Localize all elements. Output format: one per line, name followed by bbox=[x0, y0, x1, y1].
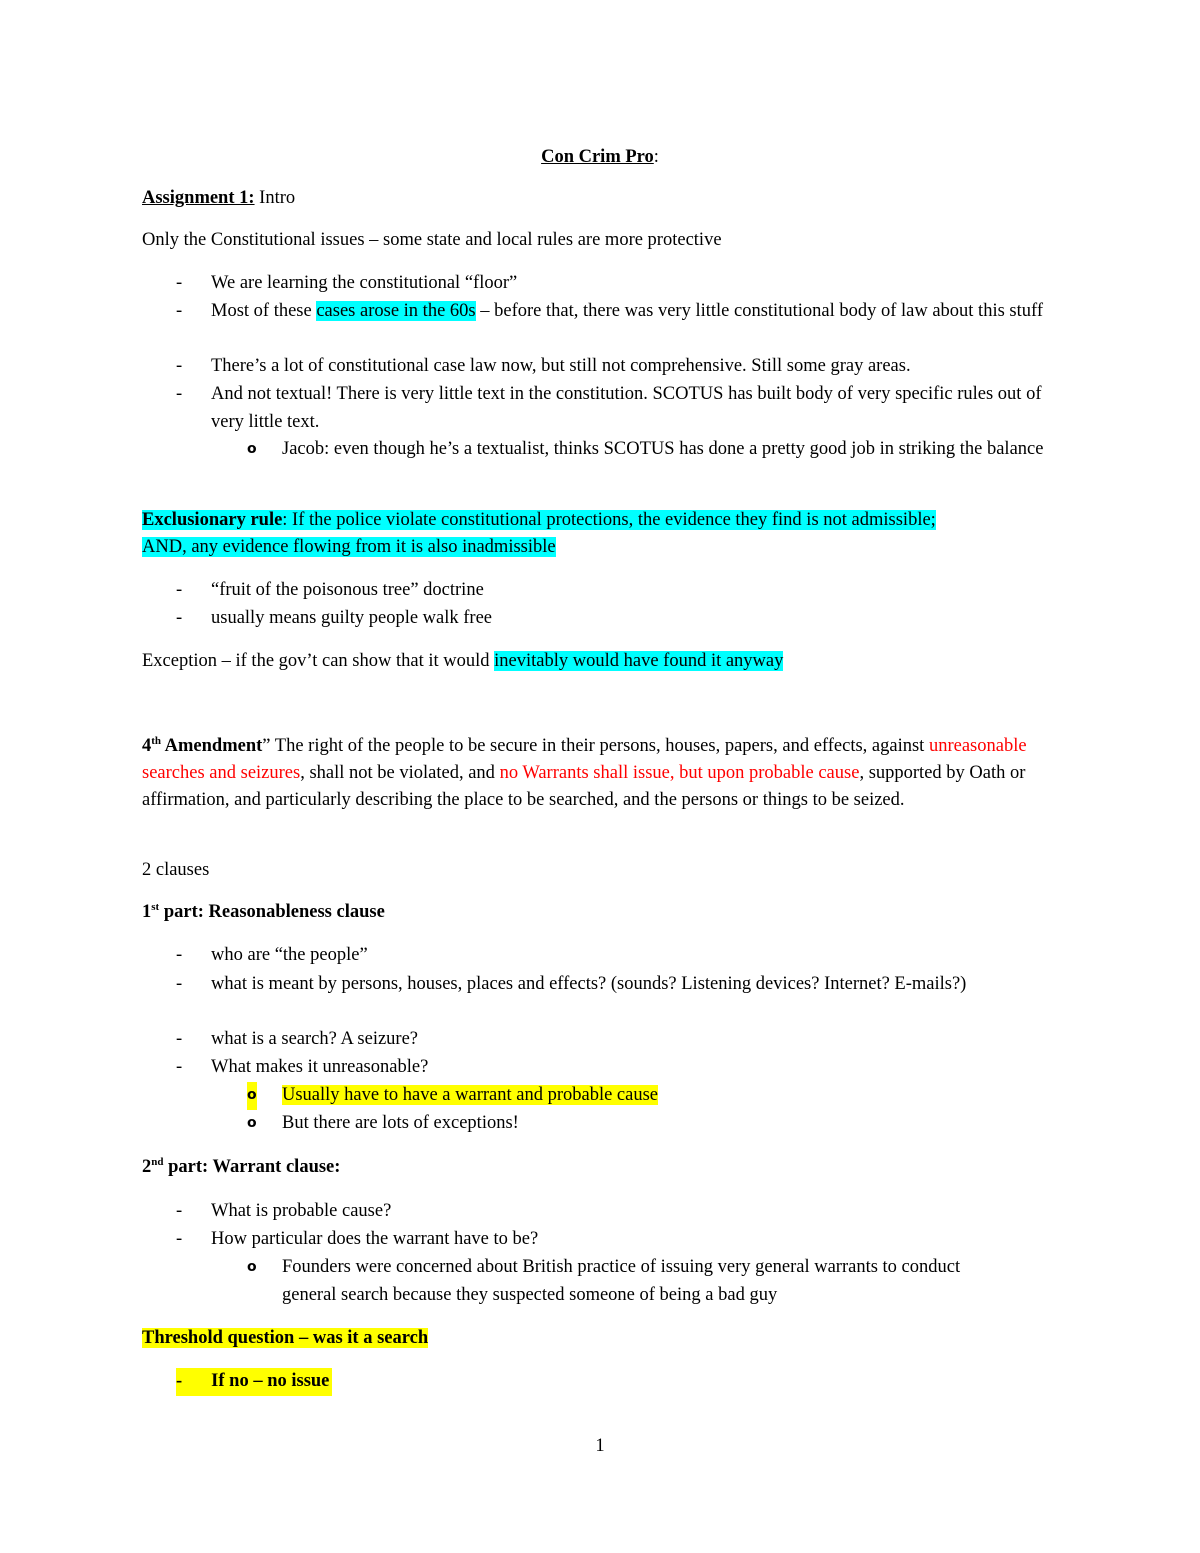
list-item: - who are “the people” bbox=[176, 945, 368, 965]
list-item: - what is a search? A seizure? bbox=[176, 1029, 419, 1049]
document-title: Con Crim Pro: bbox=[541, 147, 659, 167]
bullet-o-icon: o bbox=[247, 1115, 257, 1131]
list-item: - If no – no issue bbox=[176, 1368, 1056, 1396]
list-item: - And not textual! There is very little text in the constitution. SCOTUS has built body of very specific rules out of very little text. bbox=[176, 384, 1042, 432]
page-number: 1 bbox=[595, 1436, 605, 1456]
list-item: - We are learning the constitutional “floor” bbox=[176, 273, 518, 293]
list-item: - There’s a lot of constitutional case law now, but still not comprehensive. Still some gray areas. bbox=[176, 356, 911, 376]
exception-paragraph: Exception – if the gov’t can show that it would inevitably would have found it anyway bbox=[142, 651, 784, 671]
list-item: - “fruit of the poisonous tree” doctrine bbox=[176, 580, 484, 600]
sub-list-item: o Usually have to have a warrant and probable cause bbox=[246, 1082, 1046, 1110]
threshold-heading: Threshold question – was it a search bbox=[142, 1328, 429, 1348]
sub-list-item: o But there are lots of exceptions! bbox=[246, 1110, 1046, 1138]
clauses-line: 2 clauses bbox=[142, 860, 210, 880]
sub-list-item: o Founders were concerned about British practice of issuing very general warrants to conduct general search because they suspected someone of being a bad guy bbox=[246, 1254, 1016, 1309]
list-item: - What is probable cause? bbox=[176, 1201, 392, 1221]
sub-list-item: o Jacob: even though he’s a textualist, thinks SCOTUS has done a pretty good job in striking the balance bbox=[246, 436, 1046, 464]
highlight: cases arose in the 60s bbox=[316, 301, 476, 321]
list-item: - usually means guilty people walk free bbox=[176, 608, 493, 628]
bullet-o-icon: o bbox=[247, 1259, 257, 1275]
intro-paragraph: Only the Constitutional issues – some state and local rules are more protective bbox=[142, 230, 722, 250]
fourth-amendment-paragraph: 4th Amendment” The right of the people to be secure in their persons, houses, papers, and effects, against unreasonable searches and seizures, shall not be violated, and no Warrants shall issue, but upon probable cause, supported by Oath or affirmation, and particularly describing the place to be searched, and the persons or things to be seized. bbox=[142, 735, 1027, 810]
list-item: - How particular does the warrant have to be? bbox=[176, 1229, 539, 1249]
list-item: - What makes it unreasonable? bbox=[176, 1057, 429, 1077]
list-item: - Most of these cases arose in the 60s – before that, there was very little constitutional body of law about this stuff bbox=[176, 301, 1043, 321]
part1-heading: 1st part: Reasonableness clause bbox=[142, 901, 385, 922]
part2-heading: 2nd part: Warrant clause: bbox=[142, 1156, 341, 1177]
assignment-heading: Assignment 1: Intro bbox=[142, 188, 296, 208]
highlight: inevitably would have found it anyway bbox=[494, 651, 784, 671]
list-item: - what is meant by persons, houses, places and effects? (sounds? Listening devices? Internet? E-mails?) bbox=[176, 974, 967, 994]
bullet-o-icon: o bbox=[247, 441, 257, 457]
exclusionary-rule-paragraph: Exclusionary rule: If the police violate constitutional protections, the evidence they find is not admissible; AND, any evidence flowing from it is also inadmissible bbox=[142, 510, 936, 557]
bullet-o-icon: o bbox=[247, 1082, 257, 1110]
